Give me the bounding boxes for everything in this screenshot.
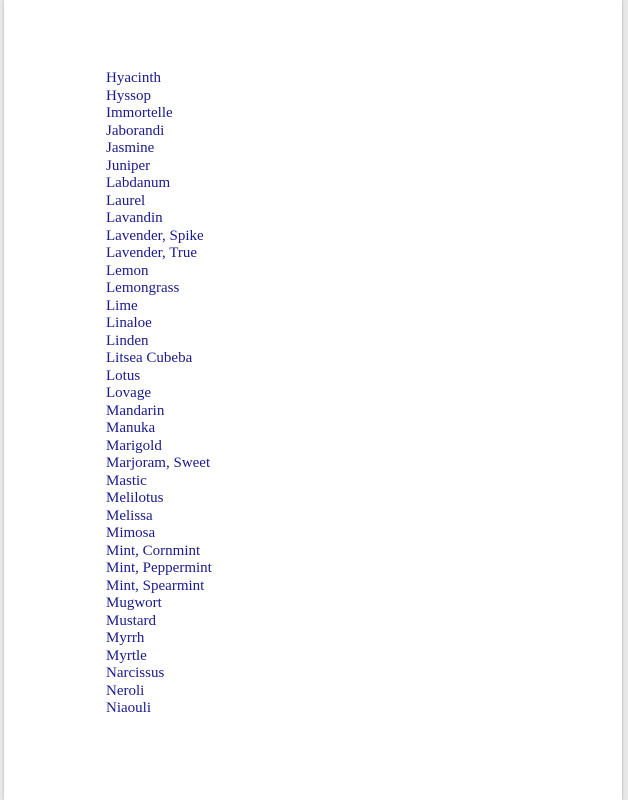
list-item: Laurel <box>106 192 146 209</box>
document-page <box>4 0 622 800</box>
list-item: Lotus <box>106 367 141 384</box>
list-item: Myrtle <box>106 647 147 664</box>
list-item: Lavender, Spike <box>106 227 204 244</box>
list-item: Mint, Peppermint <box>106 560 212 576</box>
list-item: Linden <box>106 332 149 349</box>
list-item: Neroli <box>106 682 145 699</box>
list-item: Mugwort <box>106 595 162 611</box>
list-item: Hyacinth <box>106 70 161 86</box>
list-item: Lavandin <box>106 210 163 226</box>
list-item: Lime <box>106 297 138 314</box>
list-item: Lavender, True <box>106 245 198 261</box>
list-item: Juniper <box>106 157 151 174</box>
list-item: Lemongrass <box>106 280 180 296</box>
list-item: Lovage <box>106 385 151 401</box>
list-item: Mandarin <box>106 402 165 419</box>
list-item: Marjoram, Sweet <box>106 455 211 471</box>
list-item: Niaouli <box>106 700 151 716</box>
list-item: Mimosa <box>106 525 156 541</box>
list-item: Mint, Spearmint <box>106 577 205 594</box>
list-item: Linaloe <box>106 315 152 331</box>
list-item: Manuka <box>106 420 156 436</box>
list-item: Jaborandi <box>106 122 165 139</box>
list-item: Narcissus <box>106 665 165 681</box>
list-item: Mustard <box>106 612 156 629</box>
list-item: Jasmine <box>106 140 155 156</box>
list-item: Melilotus <box>106 490 164 506</box>
list-item: Hyssop <box>106 87 152 104</box>
list-item: Marigold <box>106 437 162 454</box>
list-item: Mastic <box>106 472 147 489</box>
list-item: Labdanum <box>106 175 171 191</box>
entry-list <box>106 70 212 718</box>
list-item: Litsea Cubeba <box>106 350 193 366</box>
list-item: Lemon <box>106 262 149 279</box>
list-item: Immortelle <box>106 105 173 121</box>
list-item: Mint, Cornmint <box>106 542 201 559</box>
list-item: Melissa <box>106 507 153 524</box>
list-item: Myrrh <box>106 630 145 646</box>
